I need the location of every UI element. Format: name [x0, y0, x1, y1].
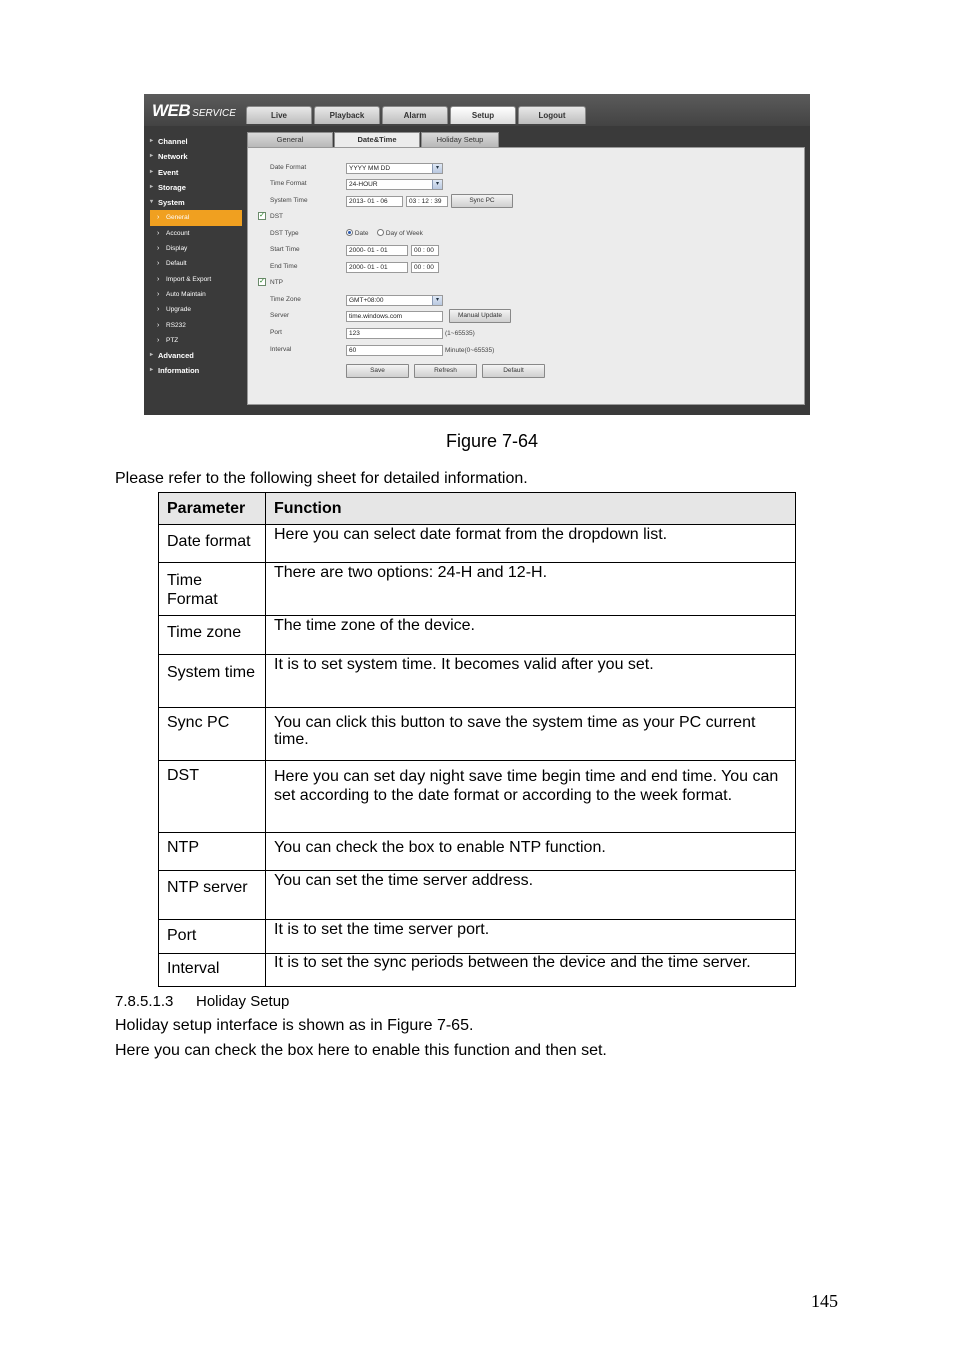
table-row [159, 833, 796, 871]
system-clock-input[interactable]: 03 : 12 : 39 [406, 196, 448, 207]
radio-selected-icon [346, 229, 353, 236]
function-cell: You can click this button to save the system time as your PC current time. [266, 708, 796, 761]
param-cell: System time [159, 655, 266, 708]
sidebar [144, 134, 244, 379]
default-button[interactable]: Default [482, 364, 545, 378]
table-row [159, 954, 796, 987]
parameter-table [158, 492, 796, 987]
refresh-button[interactable]: Refresh [414, 364, 477, 378]
triangle-right-icon: ▸ [150, 367, 154, 374]
chevron-down-icon: ▾ [432, 180, 442, 189]
table-row [159, 708, 796, 761]
web-service-screenshot [144, 94, 810, 415]
tab-general[interactable]: General [247, 132, 333, 147]
chevron-right-icon: › [157, 229, 160, 237]
tab-alarm[interactable]: Alarm [382, 106, 448, 124]
tab-date-time[interactable]: Date&Time [334, 132, 420, 147]
sidebar-item-system[interactable]: ▾ System [144, 195, 244, 210]
function-cell: You can check the box to enable NTP function. [266, 833, 796, 871]
time-zone-label: Time Zone [270, 296, 301, 303]
tab-logout[interactable]: Logout [518, 106, 586, 124]
dst-type-date-option[interactable]: Date [346, 229, 369, 237]
system-time-label: System Time [270, 197, 308, 204]
function-cell: It is to set the time server port. [266, 920, 796, 954]
ntp-checkbox[interactable]: ✓ [259, 278, 265, 285]
start-date-input[interactable]: 2000- 01 - 01 [346, 245, 408, 256]
triangle-right-icon: ▸ [150, 168, 154, 175]
function-cell: There are two options: 24-H and 12-H. [266, 563, 796, 616]
dst-checkbox[interactable]: ✓ [259, 212, 265, 219]
function-cell: You can set the time server address. [266, 871, 796, 920]
tab-live[interactable]: Live [246, 106, 312, 124]
date-format-select[interactable]: YYYY MM DD ▾ [346, 163, 443, 174]
tab-playback[interactable]: Playback [314, 106, 380, 124]
section-heading [115, 993, 289, 1010]
top-bar [144, 94, 810, 126]
triangle-right-icon: ▸ [150, 153, 154, 160]
chevron-right-icon: › [157, 321, 160, 329]
sidebar-item-import-export[interactable]: › Import & Export [144, 272, 244, 287]
param-cell: Sync PC [159, 708, 266, 761]
holiday-paragraph-1: Holiday setup interface is shown as in Figure 7-65. [115, 1017, 474, 1034]
radio-unselected-icon [377, 229, 384, 236]
sidebar-item-network[interactable]: ▸ Network [144, 149, 244, 164]
function-cell: It is to set system time. It becomes valid after you set. [266, 655, 796, 708]
end-date-input[interactable]: 2000- 01 - 01 [346, 262, 408, 273]
intro-paragraph: Please refer to the following sheet for detailed information. [115, 470, 528, 487]
param-cell: Time Format [159, 563, 266, 616]
section-number: 7.8.5.1.3 [115, 993, 174, 1010]
table-row [159, 563, 796, 616]
start-time-label: Start Time [270, 246, 300, 253]
dst-type-week-option[interactable]: Day of Week [377, 229, 423, 237]
header-function: Function [266, 493, 796, 525]
sidebar-item-event[interactable]: ▸ Event [144, 165, 244, 180]
param-cell: Interval [159, 954, 266, 987]
sync-pc-button[interactable]: Sync PC [451, 194, 513, 208]
function-cell: It is to set the sync periods between the device and the time server. [266, 954, 796, 987]
chevron-right-icon: › [157, 275, 160, 283]
server-label: Server [270, 312, 290, 319]
system-date-input[interactable]: 2013- 01 - 06 [346, 196, 403, 207]
end-clock-input[interactable]: 00 : 00 [411, 262, 439, 273]
manual-update-button[interactable]: Manual Update [449, 309, 511, 323]
time-zone-select[interactable]: GMT+08:00 ▾ [346, 295, 443, 306]
chevron-right-icon: › [157, 306, 160, 314]
time-format-select[interactable]: 24-HOUR ▾ [346, 179, 443, 190]
holiday-paragraph-2: Here you can check the box here to enable this function and then set. [115, 1042, 607, 1059]
date-time-panel [247, 147, 805, 405]
tab-setup[interactable]: Setup [450, 106, 516, 124]
param-cell: Port [159, 920, 266, 954]
sidebar-item-channel[interactable]: ▸ Channel [144, 134, 244, 149]
sidebar-item-auto-maintain[interactable]: › Auto Maintain [144, 287, 244, 302]
interval-hint: Minute(0~65535) [445, 347, 495, 354]
dst-label: DST [270, 213, 283, 220]
chevron-right-icon: › [157, 245, 160, 253]
main-nav-tabs [246, 106, 586, 124]
triangle-right-icon: ▸ [150, 138, 154, 144]
sidebar-item-display[interactable]: › Display [144, 241, 244, 256]
table-row [159, 655, 796, 708]
param-cell: Time zone [159, 616, 266, 655]
sidebar-item-default[interactable]: › Default [144, 256, 244, 271]
server-input[interactable]: time.windows.com [346, 311, 443, 322]
save-button[interactable]: Save [346, 364, 409, 378]
table-row [159, 920, 796, 954]
param-cell: NTP [159, 833, 266, 871]
tab-holiday-setup[interactable]: Holiday Setup [421, 132, 499, 147]
header-parameter: Parameter [159, 493, 266, 525]
sub-tabs [247, 132, 499, 147]
function-cell: Here you can select date format from the dropdown list. [266, 525, 796, 563]
figure-caption: Figure 7-64 [445, 431, 539, 451]
chevron-right-icon: › [157, 260, 160, 268]
chevron-right-icon: › [157, 336, 160, 344]
triangle-down-icon: ▾ [150, 199, 154, 206]
web-service-logo: WEB SERVICE [152, 101, 236, 120]
chevron-right-icon: › [157, 214, 160, 222]
section-title: Holiday Setup [196, 993, 290, 1010]
page-number: 145 [811, 1291, 838, 1311]
time-format-label: Time Format [270, 180, 307, 187]
ntp-label: NTP [270, 279, 283, 286]
table-row [159, 616, 796, 655]
table-row [159, 525, 796, 563]
sidebar-item-rs232[interactable]: › RS232 [144, 318, 244, 333]
sidebar-item-upgrade[interactable]: › Upgrade [144, 302, 244, 317]
table-header-row [159, 493, 796, 525]
table-row [159, 761, 796, 833]
chevron-down-icon: ▾ [432, 296, 442, 305]
dst-type-label: DST Type [270, 230, 299, 237]
sidebar-item-general[interactable]: › General [150, 210, 242, 225]
triangle-right-icon: ▸ [150, 352, 154, 359]
chevron-right-icon: › [157, 290, 160, 298]
function-cell: The time zone of the device. [266, 616, 796, 655]
function-cell: Here you can set day night save time begin time and end time. You can set according to the date format or according to the week format. [266, 761, 796, 833]
port-hint: (1~65535) [445, 330, 475, 337]
sidebar-item-advanced[interactable]: ▸ Advanced [144, 348, 244, 363]
start-clock-input[interactable]: 00 : 00 [411, 245, 439, 256]
triangle-right-icon: ▸ [150, 183, 154, 190]
end-time-label: End Time [270, 263, 298, 270]
sidebar-item-ptz[interactable]: › PTZ [144, 333, 244, 348]
sidebar-item-account[interactable]: › Account [144, 226, 244, 241]
param-cell: NTP server [159, 871, 266, 920]
interval-input[interactable]: 60 [346, 345, 443, 356]
port-label: Port [270, 329, 282, 336]
param-cell: DST [159, 761, 266, 833]
sidebar-item-storage[interactable]: ▸ Storage [144, 180, 244, 195]
interval-label: Interval [270, 346, 292, 353]
chevron-down-icon: ▾ [432, 164, 442, 173]
date-format-label: Date Format [270, 164, 307, 171]
sidebar-item-information[interactable]: ▸ Information [144, 363, 244, 378]
port-input[interactable]: 123 [346, 328, 443, 339]
param-cell: Date format [159, 525, 266, 563]
table-row [159, 871, 796, 920]
